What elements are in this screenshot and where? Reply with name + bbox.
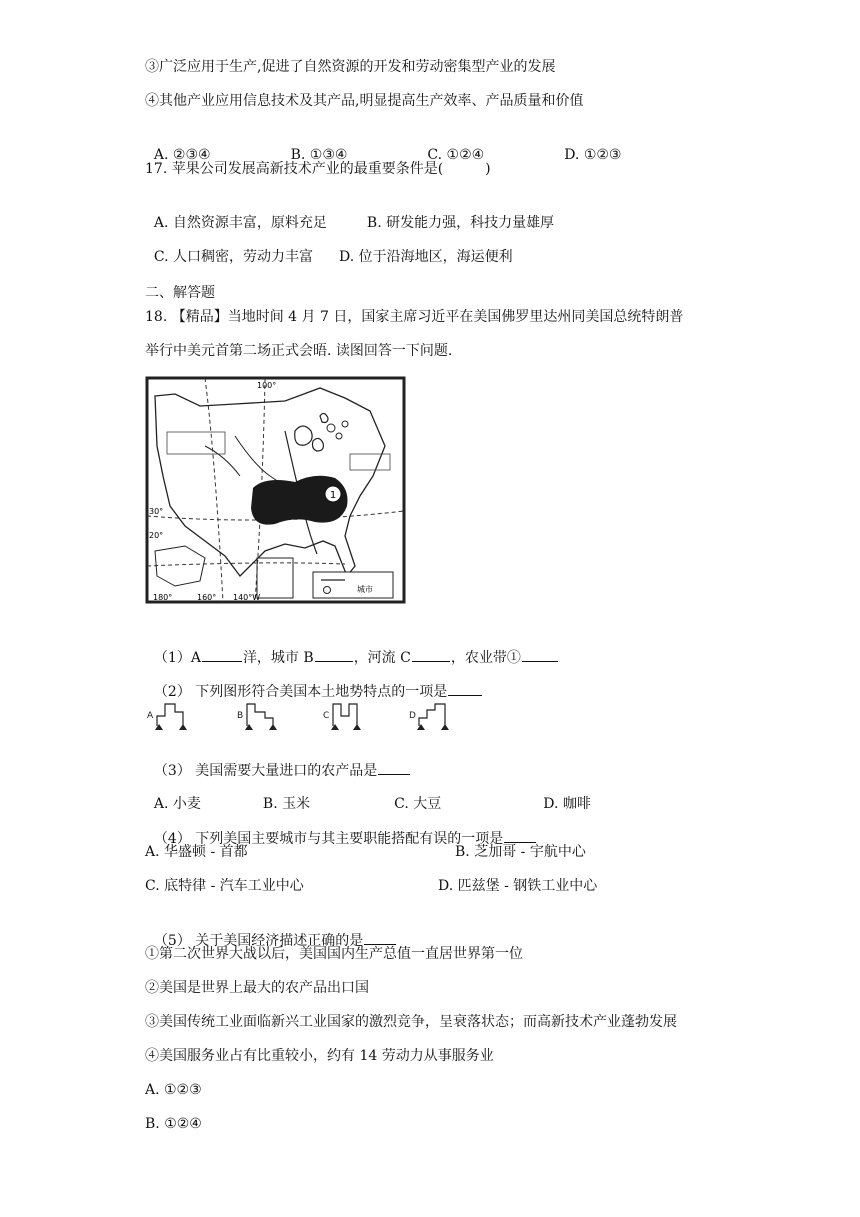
lon-160-label: 160° xyxy=(197,593,217,602)
p3-stem: （3） 美国需要大量进口的农产品是 xyxy=(153,763,378,779)
profile-b[interactable] xyxy=(247,704,273,726)
lat-30-label: 30° xyxy=(149,507,164,516)
answer-blank[interactable] xyxy=(412,647,450,662)
p1-part-d: ，农业带① xyxy=(450,650,521,666)
p2-stem: （2） 下列图形符合美国本土地势特点的一项是 xyxy=(153,684,448,700)
profile-b-label: B xyxy=(237,711,244,721)
option-d[interactable]: D. ①②③ xyxy=(564,147,622,163)
p4-option-c[interactable]: C. 底特律 - 汽车工业中心 xyxy=(145,878,304,894)
sub-question-2 xyxy=(145,661,483,702)
option-d[interactable]: D. 位于沿海地区，海运便利 xyxy=(339,249,513,265)
statement-4: ④其他产业应用信息技术及其产品,明显提高生产效率、产品质量和价值 xyxy=(145,93,584,109)
option-a[interactable]: A. ②③④ xyxy=(153,147,211,163)
option-b[interactable]: B. ①③④ xyxy=(290,147,348,163)
lon-180-label: 180° xyxy=(153,593,173,602)
section-heading: 二、解答题 xyxy=(145,285,215,301)
p5-statement-1: ①第二次世界大战以后，美国国内生产总值一直居世界第一位 xyxy=(145,946,523,962)
lat-20-label: 20° xyxy=(149,531,164,540)
profile-a[interactable] xyxy=(157,704,183,726)
option-c[interactable]: C. 大豆 xyxy=(394,796,442,812)
lon-100-label: 100° xyxy=(257,381,277,390)
profile-a-label: A xyxy=(147,711,154,721)
belt-marker: 1 xyxy=(329,490,337,501)
p1-part-a: （1）A xyxy=(153,650,201,666)
option-a[interactable]: A. 小麦 xyxy=(153,796,201,812)
answer-blank[interactable] xyxy=(522,647,558,662)
usa-map-figure xyxy=(145,376,406,606)
answer-blank[interactable] xyxy=(378,760,410,775)
p5-statement-4: ④美国服务业占有比重较小，约有 14 劳动力从事服务业 xyxy=(145,1048,494,1064)
answer-blank[interactable] xyxy=(448,681,482,696)
option-a[interactable]: A. 自然资源丰富，原料充足 xyxy=(153,215,327,231)
legend-city-label: 城市 xyxy=(357,585,373,594)
lon-140-label: 140°W xyxy=(233,593,261,602)
p4-option-b[interactable]: B. 芝加哥 - 宇航中心 xyxy=(455,844,586,860)
p5-statement-3: ③美国传统工业面临新兴工业国家的激烈竞争，呈衰落状态；而高新技术产业蓬勃发展 xyxy=(145,1014,677,1030)
profile-c-label: C xyxy=(323,711,330,721)
profile-d-label: D xyxy=(409,711,416,721)
q17-stem: 17. 苹果公司发展高新技术产业的最重要条件是( ) xyxy=(145,161,491,177)
profile-c[interactable] xyxy=(333,704,357,726)
q18-stem-2: 举行中美元首第二场正式会晤. 读图回答一下问题. xyxy=(145,343,453,359)
option-b[interactable]: B. 研发能力强，科技力量雄厚 xyxy=(366,215,555,231)
option-b[interactable]: B. 玉米 xyxy=(262,796,311,812)
answer-blank[interactable] xyxy=(504,828,536,843)
p4-option-a[interactable]: A. 华盛顿 - 首都 xyxy=(145,844,248,860)
answer-blank[interactable] xyxy=(202,647,242,662)
statement-3: ③广泛应用于生产,促进了自然资源的开发和劳动密集型产业的发展 xyxy=(145,59,556,75)
profile-d[interactable] xyxy=(419,704,445,726)
p5-option-a[interactable]: A. ①②③ xyxy=(145,1082,202,1098)
terrain-profile-options xyxy=(145,700,465,734)
option-c[interactable]: C. 人口稠密，劳动力丰富 xyxy=(153,249,314,265)
p4-option-d[interactable]: D. 匹兹堡 - 钢铁工业中心 xyxy=(438,878,598,894)
p5-option-b[interactable]: B. ①②④ xyxy=(145,1116,202,1132)
option-c[interactable]: C. ①②④ xyxy=(427,147,485,163)
p5-statement-2: ②美国是世界上最大的农产品出口国 xyxy=(145,980,369,996)
answer-blank[interactable] xyxy=(315,647,353,662)
option-d[interactable]: D. 咖啡 xyxy=(543,796,591,812)
p1-part-b: 洋，城市 B xyxy=(242,650,314,666)
answer-blank[interactable] xyxy=(364,930,396,945)
p1-part-c: ，河流 C xyxy=(353,650,411,666)
q18-stem-1: 18. 【精品】当地时间 4 月 7 日，国家主席习近平在美国佛罗里达州同美国总统特朗普 xyxy=(145,309,684,325)
q17-options-row2 xyxy=(145,227,513,267)
p5-stem: （5） 关于美国经济描述正确的是 xyxy=(153,933,364,949)
p4-stem: （4） 下列美国主要城市与其主要职能搭配有误的一项是 xyxy=(153,831,504,847)
